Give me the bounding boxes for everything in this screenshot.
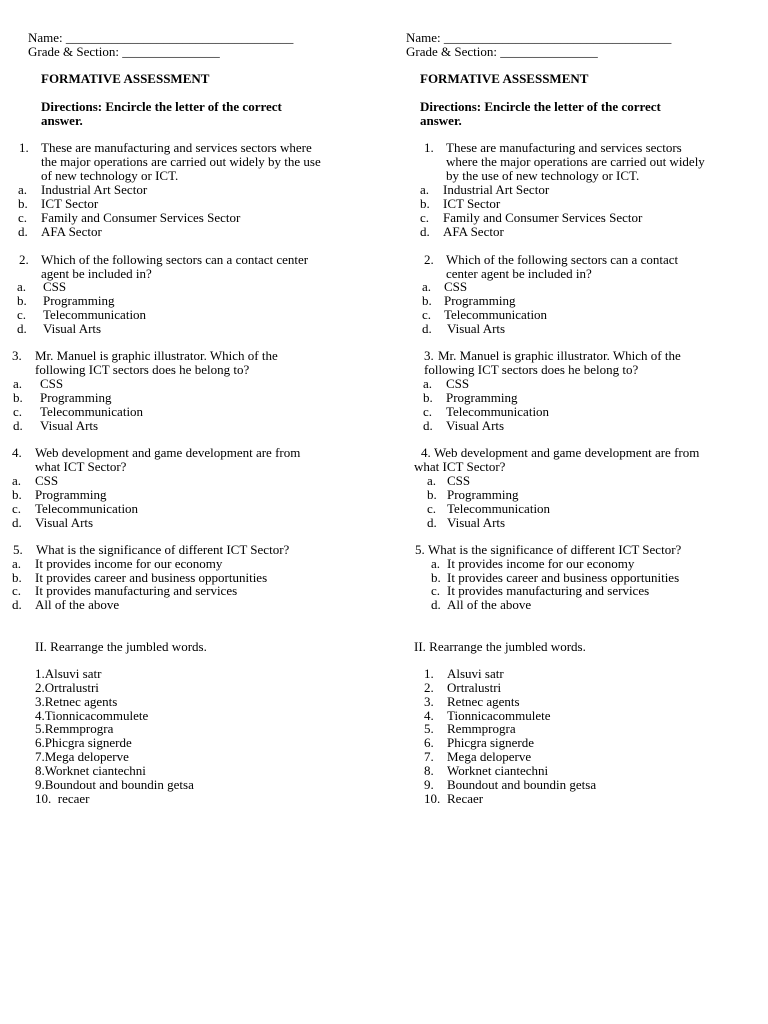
option-text: ICT Sector: [41, 196, 99, 211]
option-text: Visual Arts: [35, 515, 94, 530]
question-text: Which of the following sectors can a contact: [446, 252, 679, 267]
jumbled-word: 8.Worknet ciantechni: [35, 763, 146, 778]
question-text: Mr. Manuel is graphic illustrator. Which of the: [35, 348, 278, 363]
option-text: Visual Arts: [447, 321, 506, 336]
question-text: agent be included in?: [41, 266, 152, 281]
jumbled-word: Tionnicacommulete: [447, 708, 551, 723]
jumbled-number: 8.: [424, 763, 434, 778]
option-text: CSS: [447, 473, 471, 488]
option-letter: a.: [17, 279, 27, 294]
option-letter: a.: [12, 556, 22, 571]
option-letter: b.: [13, 390, 23, 405]
part-two-title: II. Rearrange the jumbled words.: [414, 639, 586, 654]
option-text: AFA Sector: [41, 224, 102, 239]
option-letter: b.: [18, 196, 28, 211]
option-text: Family and Consumer Services Sector: [443, 210, 643, 225]
option-text: Telecommunication: [43, 307, 147, 322]
jumbled-number: 4.: [424, 708, 434, 723]
option-letter: d.: [17, 321, 27, 336]
jumbled-number: 9.: [424, 777, 434, 792]
part-two-title: II. Rearrange the jumbled words.: [35, 639, 207, 654]
option-text: It provides income for our economy: [35, 556, 223, 571]
jumbled-word: Mega deloperve: [447, 749, 532, 764]
question-text: These are manufacturing and services sectors: [446, 140, 682, 155]
option-letter: d.: [12, 597, 22, 612]
directions-continued: answer.: [41, 113, 83, 128]
option-letter: c.: [13, 404, 23, 419]
option-letter: c.: [420, 210, 430, 225]
option-letter: d.: [427, 515, 437, 530]
option-text: Family and Consumer Services Sector: [41, 210, 241, 225]
option-text: Telecommunication: [40, 404, 144, 419]
option-letter: a.: [423, 376, 433, 391]
option-text: Telecommunication: [446, 404, 550, 419]
option-text: ICT Sector: [443, 196, 501, 211]
option-letter: c.: [18, 210, 28, 225]
option-letter: b.: [12, 487, 22, 502]
option-letter: b.: [427, 487, 437, 502]
option-text: CSS: [446, 376, 470, 391]
option-letter: b.: [422, 293, 432, 308]
jumbled-number: 6.: [424, 735, 434, 750]
jumbled-number: 10.: [424, 791, 441, 806]
left-worksheet: [0, 0, 380, 1024]
question-number: 1.: [19, 140, 29, 155]
question-text: where the major operations are carried out widely: [446, 154, 705, 169]
question-number: 1.: [424, 140, 434, 155]
option-text: CSS: [35, 473, 59, 488]
option-letter: b.: [17, 293, 27, 308]
option-letter: c.: [423, 404, 433, 419]
option-text: Programming: [40, 390, 112, 405]
option-letter: c.: [12, 583, 22, 598]
option-letter: d.: [422, 321, 432, 336]
option-text: Telecommunication: [444, 307, 548, 322]
jumbled-word: Phicgra signerde: [447, 735, 535, 750]
question-text: of new technology or ICT.: [41, 168, 179, 183]
question-text: center agent be included in?: [446, 266, 592, 281]
option-letter: b.: [423, 390, 433, 405]
name-line: Name: ___________________________________: [28, 30, 294, 45]
option-text: Visual Arts: [447, 515, 506, 530]
option-text: It provides career and business opportunities: [35, 570, 268, 585]
jumbled-word: 5.Remmprogra: [35, 721, 114, 736]
question-text: what ICT Sector?: [414, 459, 506, 474]
option-text: Visual Arts: [40, 418, 99, 433]
jumbled-number: 5.: [424, 721, 434, 736]
question-text: Web development and game development are from: [35, 445, 301, 460]
option-text: Industrial Art Sector: [41, 182, 148, 197]
jumbled-word: 3.Retnec agents: [35, 694, 118, 709]
jumbled-word: Alsuvi satr: [447, 666, 504, 681]
directions: Directions: Encircle the letter of the correct: [41, 99, 282, 114]
question-number: 4.: [12, 445, 22, 460]
option-text: All of the above: [447, 597, 532, 612]
option-text: All of the above: [35, 597, 120, 612]
directions-continued: answer.: [420, 113, 462, 128]
option-text: Programming: [444, 293, 516, 308]
option-letter: a.: [13, 376, 23, 391]
option-text: Programming: [43, 293, 115, 308]
option-text: It provides manufacturing and services: [447, 583, 650, 598]
right-worksheet: [380, 0, 760, 1024]
jumbled-word: 1.Alsuvi satr: [35, 666, 102, 681]
assessment-title: FORMATIVE ASSESSMENT: [420, 71, 589, 86]
option-letter: d.: [12, 515, 22, 530]
option-letter: b.: [431, 570, 441, 585]
option-text: AFA Sector: [443, 224, 504, 239]
option-letter: c.: [17, 307, 27, 322]
assessment-title: FORMATIVE ASSESSMENT: [41, 71, 210, 86]
directions: Directions: Encircle the letter of the correct: [420, 99, 661, 114]
grade-section-line: Grade & Section: _______________: [28, 44, 220, 59]
option-letter: a.: [431, 556, 441, 571]
option-text: CSS: [444, 279, 468, 294]
option-text: Programming: [447, 487, 519, 502]
question-text: following ICT sectors does he belong to?: [35, 362, 250, 377]
question-number: 3.: [12, 348, 22, 363]
question-number: 5.: [13, 542, 23, 557]
grade-section-line: Grade & Section: _______________: [406, 44, 598, 59]
question-text: the major operations are carried out widely by the use: [41, 154, 321, 169]
option-letter: c.: [431, 583, 441, 598]
jumbled-number: 1.: [424, 666, 434, 681]
question-text: What is the significance of different ICT Sector?: [428, 542, 682, 557]
question-text: Web development and game development are from: [434, 445, 700, 460]
option-letter: b.: [420, 196, 430, 211]
option-text: CSS: [40, 376, 64, 391]
option-letter: d.: [420, 224, 430, 239]
option-letter: c.: [422, 307, 432, 322]
option-text: Programming: [446, 390, 518, 405]
option-letter: d.: [13, 418, 23, 433]
jumbled-word: Boundout and boundin getsa: [447, 777, 597, 792]
jumbled-word: 9.Boundout and boundin getsa: [35, 777, 194, 792]
option-letter: a.: [427, 473, 437, 488]
jumbled-word: 2.Ortralustri: [35, 680, 99, 695]
option-letter: d.: [431, 597, 441, 612]
option-text: Visual Arts: [43, 321, 102, 336]
question-text: what ICT Sector?: [35, 459, 127, 474]
question-number: 4.: [421, 445, 431, 460]
option-letter: b.: [12, 570, 22, 585]
option-text: Telecommunication: [35, 501, 139, 516]
jumbled-word: Ortralustri: [447, 680, 502, 695]
option-letter: c.: [427, 501, 437, 516]
option-letter: d.: [423, 418, 433, 433]
option-letter: a.: [18, 182, 28, 197]
question-text: by the use of new technology or ICT.: [446, 168, 640, 183]
question-number: 2.: [19, 252, 29, 267]
option-text: It provides career and business opportunities: [447, 570, 680, 585]
option-text: CSS: [43, 279, 67, 294]
option-letter: c.: [12, 501, 22, 516]
question-text: Which of the following sectors can a contact center: [41, 252, 309, 267]
option-text: Industrial Art Sector: [443, 182, 550, 197]
jumbled-number: 3.: [424, 694, 434, 709]
jumbled-word: Worknet ciantechni: [447, 763, 549, 778]
question-text: following ICT sectors does he belong to?: [424, 362, 639, 377]
question-text: What is the significance of different ICT Sector?: [36, 542, 290, 557]
jumbled-word: 6.Phicgra signerde: [35, 735, 132, 750]
name-line: Name: ___________________________________: [406, 30, 672, 45]
option-letter: a.: [422, 279, 432, 294]
jumbled-word: Retnec agents: [447, 694, 520, 709]
option-letter: d.: [18, 224, 28, 239]
question-text: These are manufacturing and services sectors where: [41, 140, 312, 155]
jumbled-word: Recaer: [447, 791, 484, 806]
option-letter: a.: [420, 182, 430, 197]
jumbled-word: 4.Tionnicacommulete: [35, 708, 149, 723]
question-number: 2.: [424, 252, 434, 267]
option-text: Telecommunication: [447, 501, 551, 516]
question-text: Mr. Manuel is graphic illustrator. Which of the: [438, 348, 681, 363]
jumbled-number: 7.: [424, 749, 434, 764]
jumbled-word: 10. recaer: [35, 791, 90, 806]
jumbled-word: 7.Mega deloperve: [35, 749, 129, 764]
option-text: Programming: [35, 487, 107, 502]
question-number: 5.: [415, 542, 425, 557]
option-text: Visual Arts: [446, 418, 505, 433]
option-text: It provides income for our economy: [447, 556, 635, 571]
question-number: 3.: [424, 348, 434, 363]
jumbled-number: 2.: [424, 680, 434, 695]
option-text: It provides manufacturing and services: [35, 583, 238, 598]
jumbled-word: Remmprogra: [447, 721, 516, 736]
option-letter: a.: [12, 473, 22, 488]
